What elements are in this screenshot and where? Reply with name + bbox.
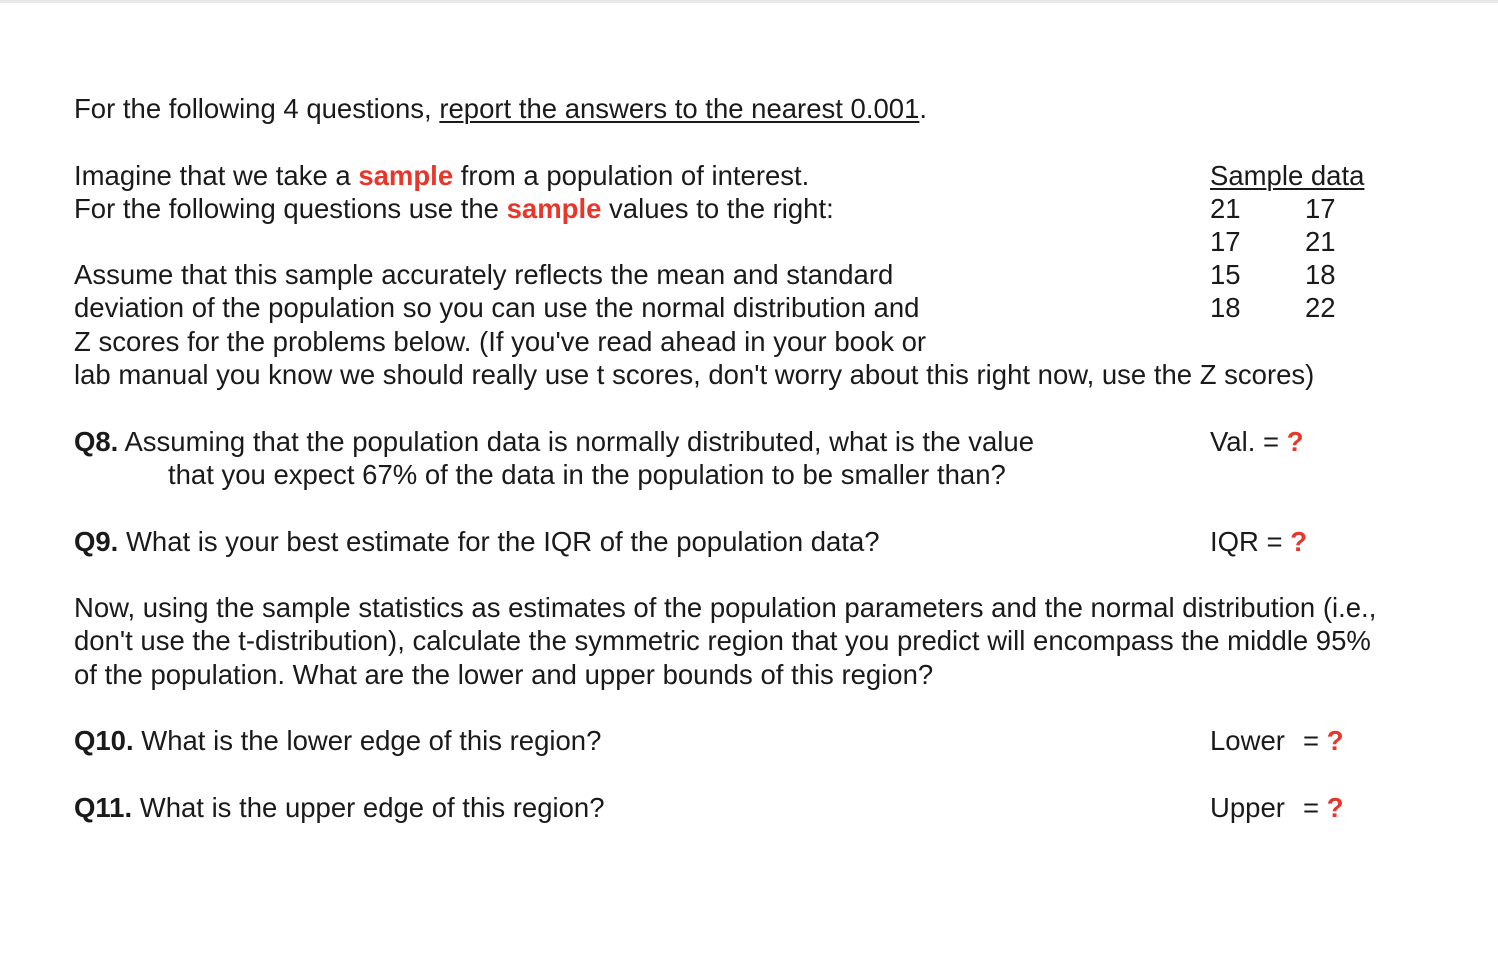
instructions-suffix: . <box>919 93 927 124</box>
q8-line-2: that you expect 67% of the data in the population to be smaller than? <box>168 459 1006 490</box>
question-text: What is the lower edge of this region? <box>133 725 602 756</box>
answer-equals: = <box>1303 725 1327 756</box>
q8-line-1 <box>74 425 1034 458</box>
assumption-line: lab manual you know we should really use t scores, don't worry about this right now, use the Z scores) <box>74 359 1315 390</box>
sample-value: 15 <box>1210 259 1241 290</box>
answer-equals: = <box>1303 792 1327 823</box>
q11-line <box>74 791 604 824</box>
sample-value: 21 <box>1210 193 1241 224</box>
sample-value: 22 <box>1305 292 1336 323</box>
sample-keyword: sample <box>358 160 454 191</box>
instructions-rounding-note: report the answers to the nearest 0.001 <box>439 93 920 124</box>
question-number: Q9. <box>74 526 119 557</box>
assumption-line: Z scores for the problems below. (If you've read ahead in your book or <box>74 326 927 357</box>
sample-value: 17 <box>1305 193 1336 224</box>
question-text: What is the upper edge of this region? <box>132 792 605 823</box>
page-top-border <box>0 0 1498 3</box>
answer-placeholder[interactable]: ? <box>1326 725 1344 756</box>
answer-placeholder[interactable]: ? <box>1286 426 1304 457</box>
assumption-line: deviation of the population so you can use the normal distribution and <box>74 292 920 323</box>
q9-line <box>74 525 880 558</box>
sample-keyword: sample <box>506 193 602 224</box>
region-line: of the population. What are the lower and upper bounds of this region? <box>74 659 934 690</box>
q11-answer-value[interactable] <box>1303 791 1344 824</box>
sample-value: 18 <box>1305 259 1336 290</box>
assumption-line: Assume that this sample accurately reflects the mean and standard <box>74 259 894 290</box>
answer-placeholder[interactable]: ? <box>1290 526 1308 557</box>
q10-answer-value[interactable] <box>1303 724 1344 757</box>
sample-intro-text: from a population of interest. <box>453 160 810 191</box>
sample-intro-text: For the following questions use the <box>74 193 507 224</box>
instructions-line <box>74 92 927 125</box>
region-line: Now, using the sample statistics as estimates of the population parameters and the normal distribution (i.e., <box>74 592 1377 623</box>
sample-value: 17 <box>1210 226 1241 257</box>
question-number: Q8. <box>74 426 119 457</box>
sample-data-heading: Sample data <box>1210 160 1365 191</box>
sample-intro-line-1 <box>74 159 809 192</box>
question-text: Assuming that the population data is normally distributed, what is the value <box>118 426 1034 457</box>
q10-answer[interactable] <box>1210 724 1285 757</box>
answer-label: Val. = <box>1210 426 1287 457</box>
question-text: What is your best estimate for the IQR of the population data? <box>118 526 880 557</box>
answer-label: Lower <box>1210 725 1285 756</box>
sample-value: 18 <box>1210 292 1241 323</box>
sample-intro-line-2 <box>74 192 834 225</box>
sample-value: 21 <box>1305 226 1336 257</box>
instructions-prefix: For the following 4 questions, <box>74 93 440 124</box>
question-number: Q11. <box>74 792 133 823</box>
sample-intro-text: Imagine that we take a <box>74 160 359 191</box>
q11-answer[interactable] <box>1210 791 1285 824</box>
answer-label: Upper <box>1210 792 1285 823</box>
answer-label: IQR = <box>1210 526 1291 557</box>
q8-answer[interactable] <box>1210 425 1304 458</box>
answer-placeholder[interactable]: ? <box>1326 792 1344 823</box>
q9-answer[interactable] <box>1210 525 1307 558</box>
question-number: Q10. <box>74 725 134 756</box>
region-line: don't use the t-distribution), calculate the symmetric region that you predict will encompass the middle 95% <box>74 625 1371 656</box>
sample-intro-text: values to the right: <box>601 193 834 224</box>
q10-line <box>74 724 601 757</box>
